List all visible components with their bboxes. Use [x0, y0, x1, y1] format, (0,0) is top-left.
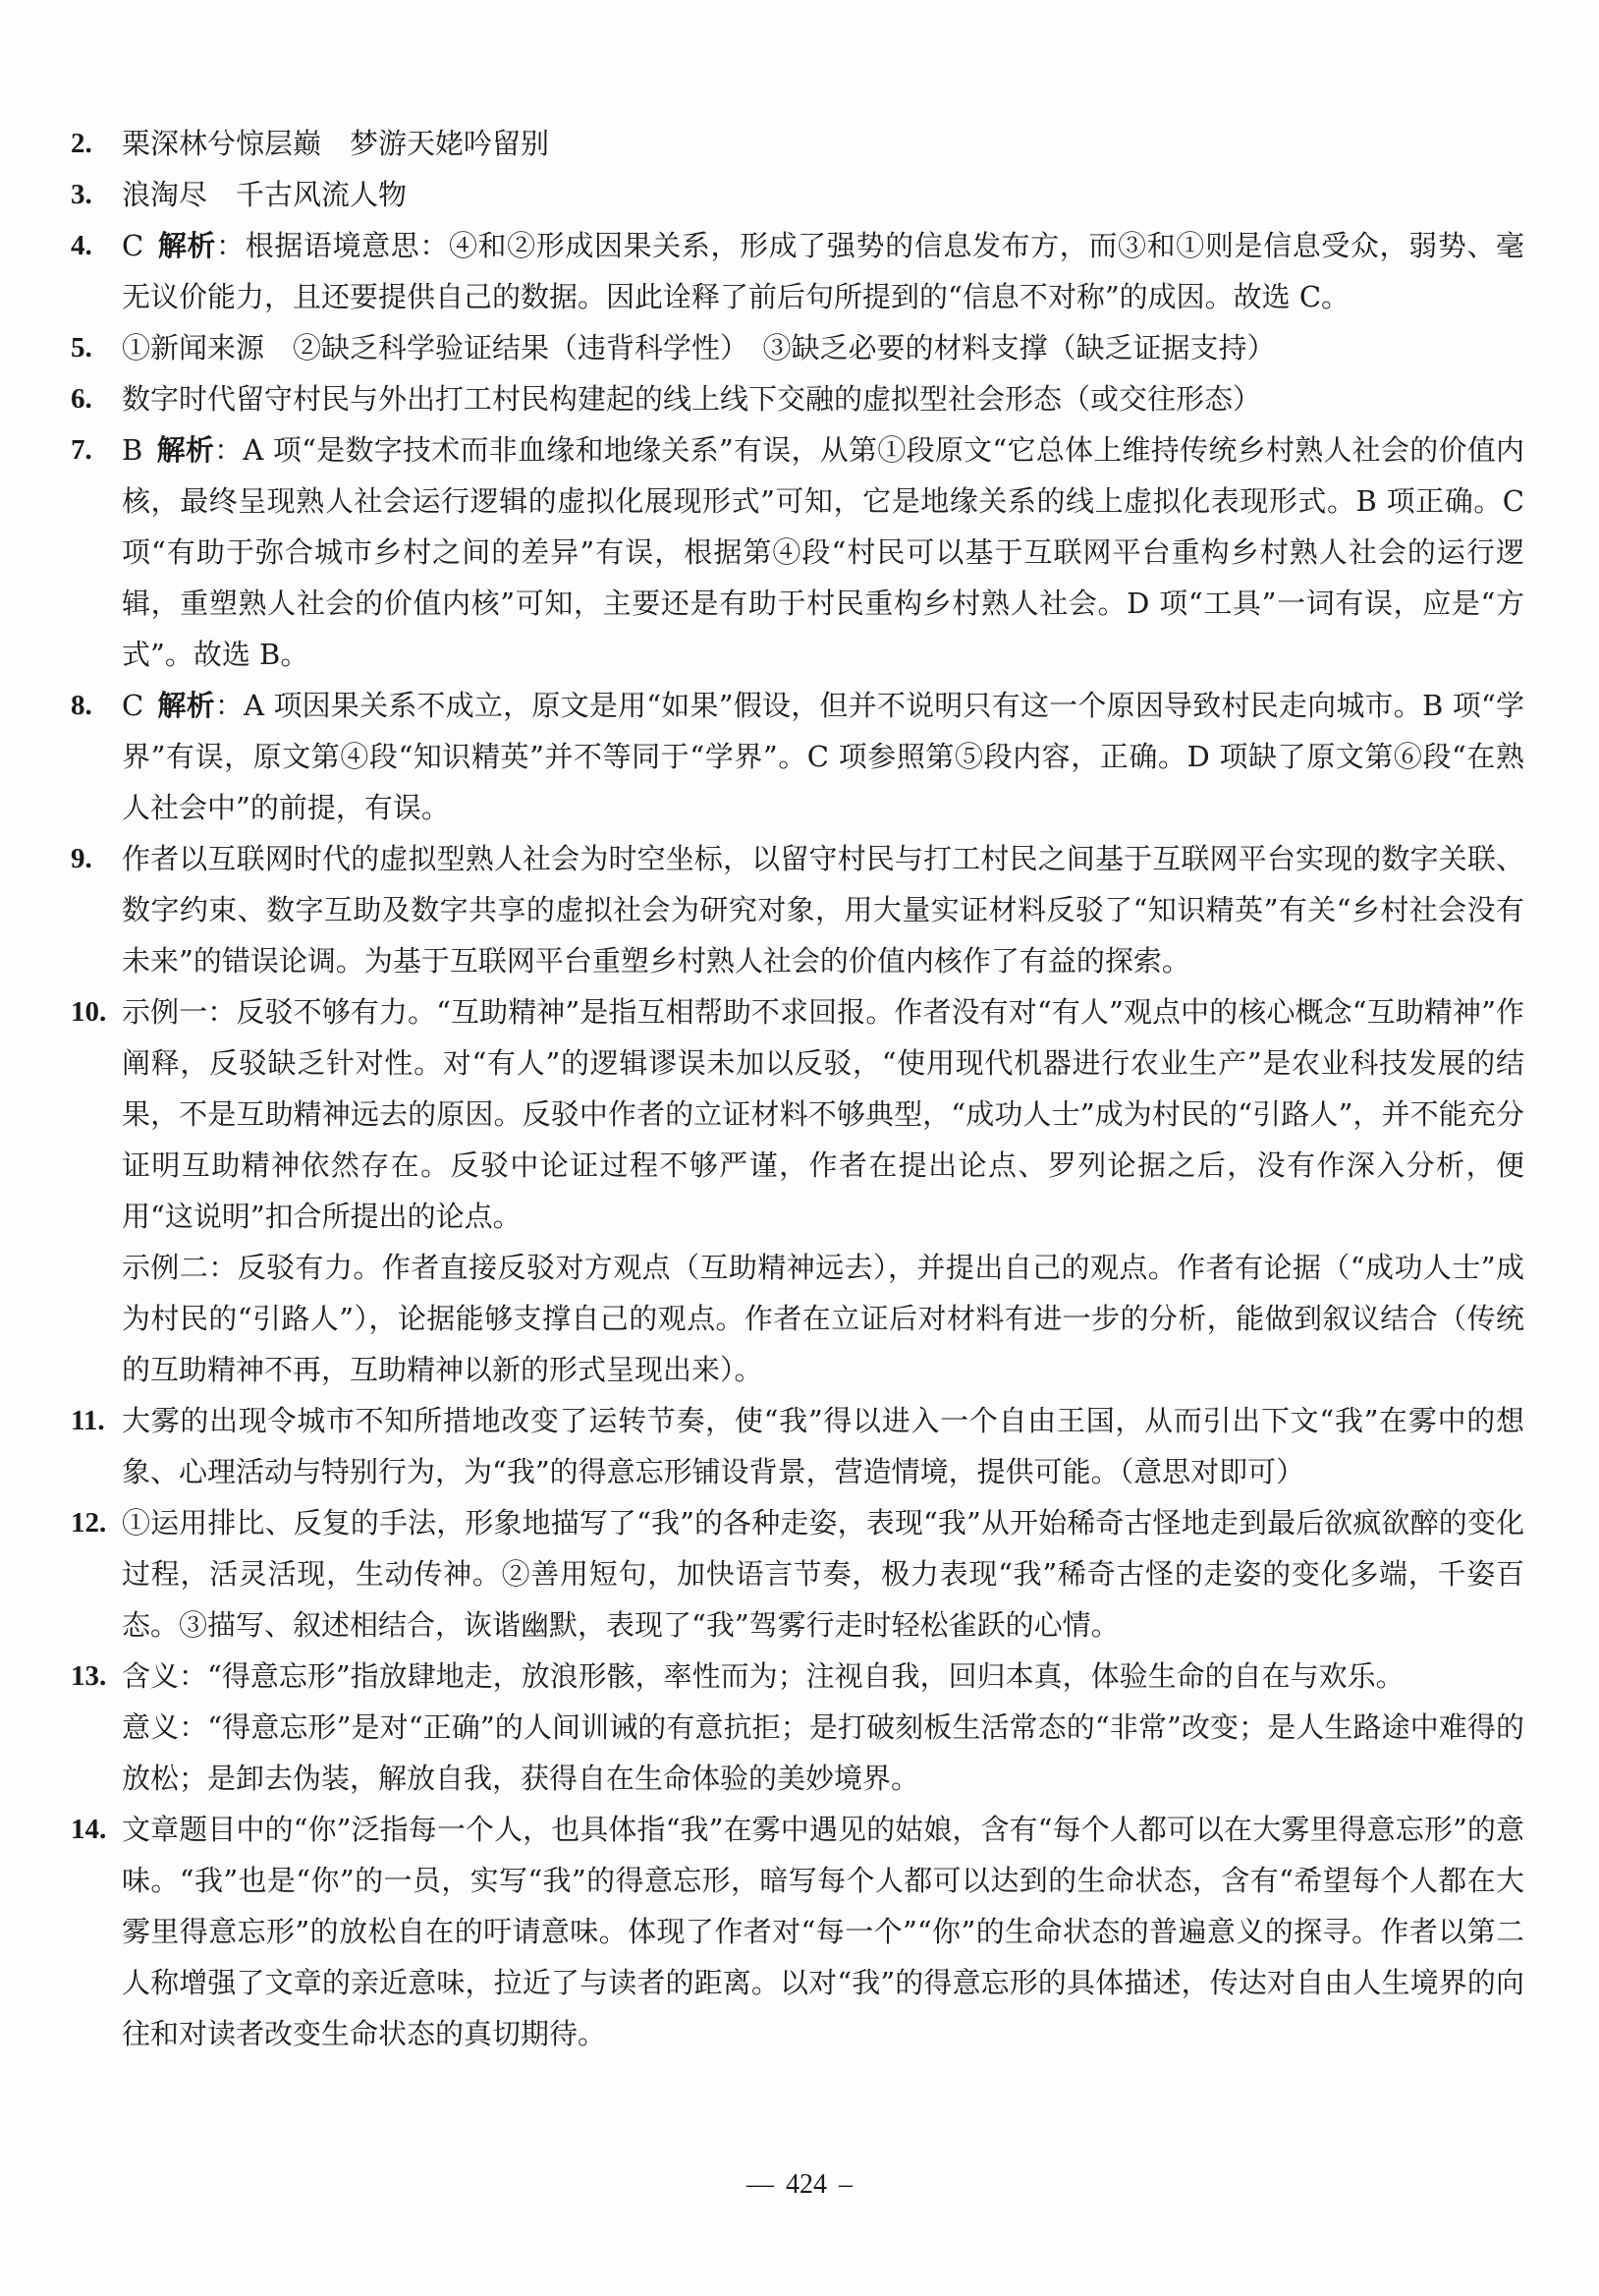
example-one-text: 示例一：反驳不够有力。“互助精神”是指互相帮助不求回报。作者没有对“有人”观点中的核心概念“互助精神”作阐释，反驳缺乏针对性。对“有人”的逻辑谬误未加以反驳，“使用现代机器进行农业生产”是农业科技发展的结果，不是互助精神远去的原因。反驳中作者的立证材料不够典型，“成功人士”成为村民的“引路人”，并不能充分证明互助精神依然存在。反驳中论证过程不够严谨，作者在提出论点、罗列论据之后，没有作深入分析，便用“这说明”扣合所提出的论点。 [122, 995, 1524, 1233]
answer-item-2 [71, 118, 1524, 169]
footer-dash-left: — [746, 2169, 774, 2200]
answer-item-3 [71, 169, 1524, 220]
answer-item-8 [71, 680, 1524, 833]
answer-choice: C [122, 689, 144, 722]
item-number: 9. [71, 843, 92, 874]
item-number: 7. [71, 434, 92, 466]
answer-item-12 [71, 1497, 1524, 1651]
answer-text: 文章题目中的“你”泛指每一个人，也具体指“我”在雾中遇见的姑娘，含有“每个人都可以在大雾里得意忘形”的意味。“我”也是“你”的一员，实写“我”的得意忘形，暗写每个人都可以达到的生命状态，含有“希望每个人都在大雾里得意忘形”的放松自在的吁请意味。体现了作者对“每一个”“你”的生命状态的普遍意义的探寻。作者以第二人称增强了文章的亲近意味，拉近了与读者的距离。以对“我”的得意忘形的具体描述，传达对自由人生境界的向往和对读者改变生命状态的真切期待。 [122, 1813, 1524, 2050]
example-two-text: 示例二：反驳有力。作者直接反驳对方观点（互助精神远去），并提出自己的观点。作者有论据（“成功人士”成为村民的“引路人”），论据能够支撑自己的观点。作者在立证后对材料有进一步的分析，能做到叙议结合（传统的互助精神不再，互助精神以新的形式呈现出来）。 [122, 1251, 1524, 1386]
answer-item-6 [71, 373, 1524, 424]
item-number: 11. [71, 1405, 105, 1436]
answer-text: ①运用排比、反复的手法，形象地描写了“我”的各种走姿，表现“我”从开始稀奇古怪地走到最后欲疯欲醉的变化过程，活灵活现，生动传神。②善用短句，加快语言节奏，极力表现“我”稀奇古怪的走姿的变化多端，千姿百态。③描写、叙述相结合，诙谐幽默，表现了“我”驾雾行走时轻松雀跃的心情。 [122, 1506, 1524, 1642]
analysis-label: 解析 [157, 689, 215, 722]
item-number: 8. [71, 690, 92, 721]
item-number: 10. [71, 996, 107, 1028]
answer-item-10 [71, 986, 1524, 1395]
answer-item-13 [71, 1651, 1524, 1804]
answer-item-9 [71, 833, 1524, 986]
item-number: 14. [71, 1814, 107, 1845]
answer-text: 栗深林兮惊层巅 梦游天姥吟留别 [122, 127, 550, 160]
answer-choice: C [122, 229, 144, 262]
item-number: 12. [71, 1507, 107, 1539]
item-number: 13. [71, 1660, 107, 1692]
analysis-label: 解析 [157, 229, 217, 262]
analysis-label: 解析 [156, 433, 215, 467]
answer-item-14 [71, 1804, 1524, 2059]
answer-text: ：A 项因果关系不成立，原文是用“如果”假设，但并不说明只有这一个原因导致村民走向城市。B 项“学界”有误，原文第④段“知识精英”并不等同于“学界”。C 项参照第⑤段内容，正确。D 项缺了原文第⑥段“在熟人社会中”的前提，有误。 [122, 689, 1524, 824]
answer-item-11 [71, 1395, 1524, 1497]
significance-text: 意义：“得意忘形”是对“正确”的人间训诫的有意抗拒；是打破刻板生活常态的“非常”改变；是人生路途中难得的放松；是卸去伪装，解放自我，获得自在生命体验的美妙境界。 [122, 1710, 1524, 1795]
answer-text: 浪淘尽 千古风流人物 [122, 178, 408, 211]
page-footer [0, 2169, 1599, 2201]
answer-item-4 [71, 220, 1524, 322]
answer-choice: B [122, 433, 143, 467]
answer-text: ：A 项“是数字技术而非血缘和地缘关系”有误，从第①段原文“它总体上维持传统乡村熟人社会的价值内核，最终呈现熟人社会运行逻辑的虚拟化展现形式”可知，它是地缘关系的线上虚拟化表现形式。B 项正确。C 项“有助于弥合城市乡村之间的差异”有误，根据第④段“村民可以基于互联网平台重构乡村熟人社会的运行逻辑，重塑熟人社会的价值内核”可知，主要还是有助于村民重构乡村熟人社会。D 项“工具”一词有误，应是“方式”。故选 B。 [122, 433, 1524, 671]
item-number: 5. [71, 332, 92, 364]
answer-text: 数字时代留守村民与外出打工村民构建起的线上线下交融的虚拟型社会形态（或交往形态） [122, 382, 1262, 416]
answer-text: ：根据语境意思：④和②形成因果关系，形成了强势的信息发布方，而③和①则是信息受众，弱势、毫无议价能力，且还要提供自己的数据。因此诠释了前后句所提到的“信息不对称”的成因。故选 C。 [122, 229, 1524, 313]
answer-text: 作者以互联网时代的虚拟型熟人社会为时空坐标，以留守村民与打工村民之间基于互联网平台实现的数字关联、数字约束、数字互助及数字共享的虚拟社会为研究对象，用大量实证材料反驳了“知识精英”有关“乡村社会没有未来”的错误论调。为基于互联网平台重塑乡村熟人社会的价值内核作了有益的探索。 [122, 842, 1524, 978]
meaning-text: 含义：“得意忘形”指放肆地走，放浪形骸，率性而为；注视自我，回归本真，体验生命的自在与欢乐。 [122, 1659, 1405, 1693]
page-number: 424 [786, 2169, 827, 2200]
item-number: 2. [71, 128, 92, 159]
footer-dash-right: – [839, 2169, 853, 2200]
item-number: 6. [71, 383, 92, 415]
item-number: 3. [71, 179, 92, 210]
answer-text: ①新闻来源 ②缺乏科学验证结果（违背科学性） ③缺乏必要的材料支撑（缺乏证据支持） [122, 331, 1276, 364]
answer-text: 大雾的出现令城市不知所措地改变了运转节奏，使“我”得以进入一个自由王国，从而引出下文“我”在雾中的想象、心理活动与特别行为，为“我”的得意忘形铺设背景，营造情境，提供可能。（意思对即可） [122, 1404, 1524, 1488]
answer-list [71, 118, 1524, 2059]
item-number: 4. [71, 230, 92, 261]
answer-item-5 [71, 322, 1524, 373]
answer-item-7 [71, 424, 1524, 680]
